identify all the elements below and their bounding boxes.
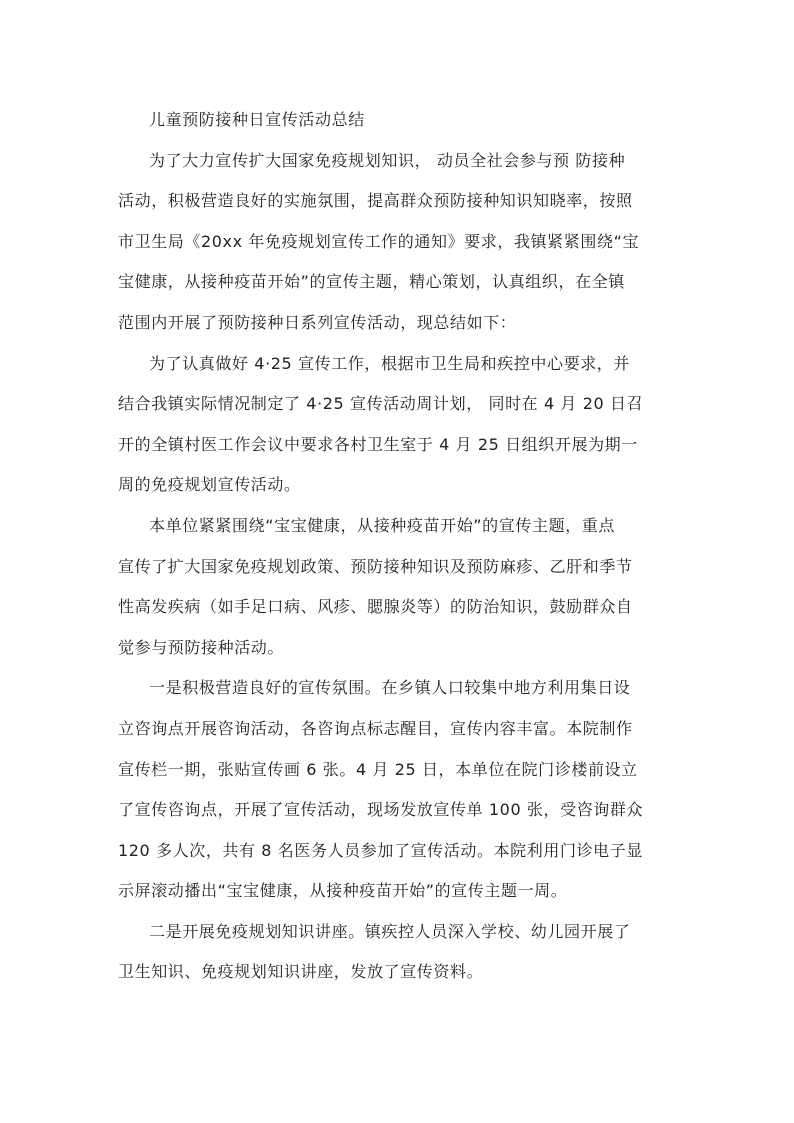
paragraph-line: 二是开展免疫规划知识讲座。镇疾控人员深入学校、幼儿园开展了 <box>149 921 631 941</box>
paragraph-line: 卫生知识、免疫规划知识讲座，发放了宣传资料。 <box>118 962 484 982</box>
paragraph-line: 120 多人次，共有 8 名医务人员参加了宣传活动。本院利用门诊电子显 <box>118 840 643 860</box>
paragraph-atmosphere <box>118 668 678 912</box>
paragraph-line: 活动，积极营造良好的实施氛围，提高群众预防接种知识知晓率，按照 <box>118 191 633 211</box>
document-title: 儿童预防接种日宣传活动总结 <box>149 110 365 129</box>
paragraph-line: 一是积极营造良好的宣传氛围。在乡镇人口较集中地方利用集日设 <box>149 678 631 698</box>
paragraph-line: 示屏滚动播出“宝宝健康，从接种疫苗开始”的宣传主题一周。 <box>118 881 568 901</box>
paragraph-line: 性高发疾病（如手足口病、风疹、腮腺炎等）的防治知识，鼓励群众自 <box>118 597 633 617</box>
paragraph-line: 本单位紧紧围绕“宝宝健康，从接种疫苗开始”的宣传主题，重点 <box>149 515 615 535</box>
document-body <box>118 100 678 993</box>
paragraph-line: 开的全镇村医工作会议中要求各村卫生室于 4 月 25 日组织开展为期一 <box>118 434 638 454</box>
paragraph-line: 范围内开展了预防接种日系列宣传活动，现总结如下： <box>118 312 517 332</box>
paragraph-line: 觉参与预防接种活动。 <box>118 637 285 657</box>
paragraph-line: 宣传栏一期，张贴宣传画 6 张。4 月 25 日，本单位在院门诊楼前设立 <box>118 759 638 779</box>
paragraph-theme <box>118 506 678 668</box>
paragraph-plan <box>118 344 678 506</box>
paragraph-line: 立咨询点开展咨询活动，各咨询点标志醒目，宣传内容丰富。本院制作 <box>118 718 633 738</box>
paragraph-line: 了宣传咨询点，开展了宣传活动，现场发放宣传单 100 张，受咨询群众 <box>118 800 644 820</box>
paragraph-line: 宝健康，从接种疫苗开始”的宣传主题，精心策划，认真组织，在全镇 <box>118 272 625 292</box>
paragraph-line: 为了大力宣传扩大国家免疫规划知识， 动员全社会参与预 防接种 <box>149 150 626 170</box>
paragraph-line: 周的免疫规划宣传活动。 <box>118 475 301 495</box>
paragraph-line: 宣传了扩大国家免疫规划政策、预防接种知识及预防麻疹、乙肝和季节 <box>118 556 633 576</box>
paragraph-line: 市卫生局《20xx 年免疫规划宣传工作的通知》要求，我镇紧紧围绕“宝 <box>118 231 640 251</box>
paragraph-lectures <box>118 912 678 993</box>
paragraph-line: 结合我镇实际情况制定了 4·25 宣传活动周计划， 同时在 4 月 20 日召 <box>118 394 644 414</box>
paragraph-line: 为了认真做好 4·25 宣传工作，根据市卫生局和疾控中心要求，并 <box>149 353 630 373</box>
paragraph-intro <box>118 141 678 344</box>
